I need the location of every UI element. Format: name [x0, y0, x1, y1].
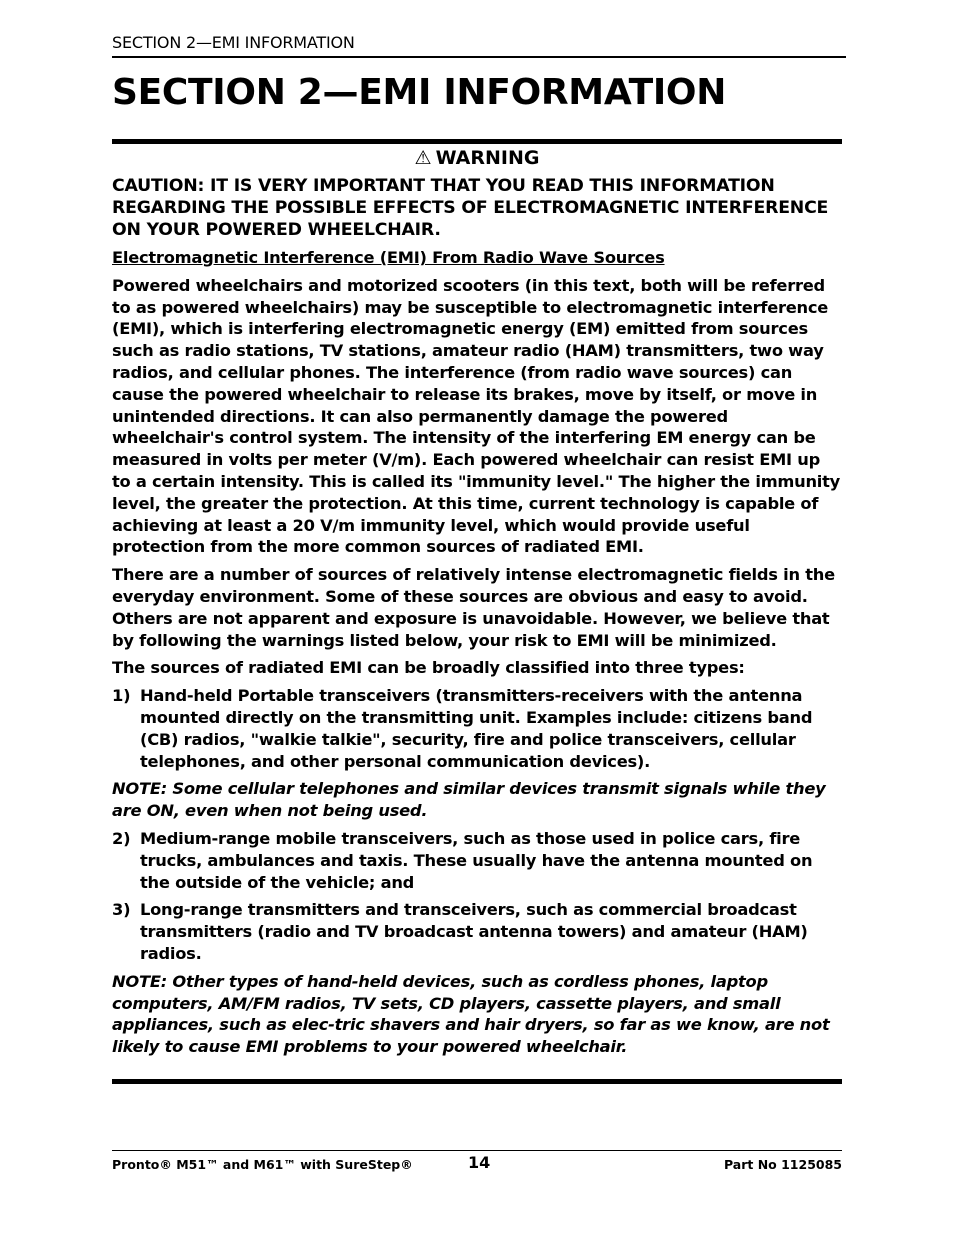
running-header: SECTION 2—EMI INFORMATION — [112, 33, 355, 52]
footer-rule — [112, 1150, 842, 1151]
footer-product-name: Pronto® M51™ and M61™ with SureStep® — [112, 1157, 413, 1172]
list-item-number: 3) — [112, 900, 131, 920]
note-other-devices: NOTE: Other types of hand-held devices, such as cordless phones, laptop computers, AM/FM radios, TV sets, CD players, cassette players, and small appliances, such as elec-tric shavers and hair dryers, so far as we know, are not likely to cause EMI problems to your powered wheelchair. — [112, 971, 830, 1057]
footer-page-number: 14 — [468, 1153, 491, 1172]
list-item — [112, 899, 842, 964]
warning-label: WARNING — [435, 147, 540, 169]
note-cellular: NOTE: Some cellular telephones and similar devices transmit signals while they are ON, even when not being used. — [112, 779, 826, 821]
list-item — [112, 685, 842, 772]
list-item-text: Medium-range mobile transceivers, such as those used in police cars, fire trucks, ambulances and taxis. These usually have the antenna mounted on the outside of the vehicle; and — [140, 828, 813, 892]
list-item — [112, 828, 842, 893]
bottom-thick-rule — [112, 1079, 842, 1084]
list-item-number: 2) — [112, 828, 131, 848]
page-title: SECTION 2—EMI INFORMATION — [112, 72, 727, 113]
list-item-number: 1) — [112, 686, 131, 706]
emi-subheading: Electromagnetic Interference (EMI) From Radio Wave Sources — [112, 248, 665, 267]
paragraph-intro: Powered wheelchairs and motorized scooters (in this text, both will be referred to as powered wheelchairs) may be susceptible to electromagnetic interference (EMI), which is interfering electromagnetic energy (EM) emitted from sources such as radio stations, TV stations, amateur radio (HAM) transmitters, two way radios, and cellular phones. The interference (from radio wave sources) can cause the powered wheelchair to release its brakes, move by itself, or move in unintended directions. It can also permanently damage the powered wheelchair's control system. The intensity of the interfering EM energy can be measured in volts per meter (V/m). Each powered wheelchair can resist EMI up to a certain intensity. This is called its "immunity level." The higher the immunity level, the greater the protection. At this time, current technology is capable of achieving at least a 20 V/m immunity level, which would provide useful protection from the more common sources of radiated EMI. — [112, 275, 841, 557]
caution-text: CAUTION: IT IS VERY IMPORTANT THAT YOU READ THIS INFORMATION REGARDING THE POSSIBLE EFFECTS OF ELECTROMAGNETIC INTERFERENCE ON YOUR POWERED WHEELCHAIR. — [112, 176, 829, 240]
warning-heading — [112, 147, 842, 169]
list-item-text: Hand-held Portable transceivers (transmitters-receivers with the antenna mounted directly on the transmitting unit. Examples include: citizens band (CB) radios, "walkie talkie", security, fire and police transceivers, cellular telephones, and other personal communication devices). — [140, 686, 813, 771]
paragraph-types: The sources of radiated EMI can be broadly classified into three types: — [112, 658, 745, 678]
list-item-text: Long-range transmitters and transceivers, such as commercial broadcast transmitters (radio and TV broadcast antenna towers) and amateur (HAM) radios. — [140, 900, 808, 963]
header-rule — [112, 56, 846, 58]
warning-triangle-icon: ⚠ — [414, 147, 432, 169]
paragraph-sources: There are a number of sources of relatively intense electromagnetic fields in the everyday environment. Some of these sources are obvious and easy to avoid. Others are not apparent and exposure is unavoidable. However, we believe that by following the warnings listed below, your risk to EMI will be minimized. — [112, 565, 835, 650]
warning-box — [112, 145, 842, 1064]
top-thick-rule — [112, 139, 842, 144]
footer-part-number: Part No 1125085 — [723, 1157, 842, 1172]
